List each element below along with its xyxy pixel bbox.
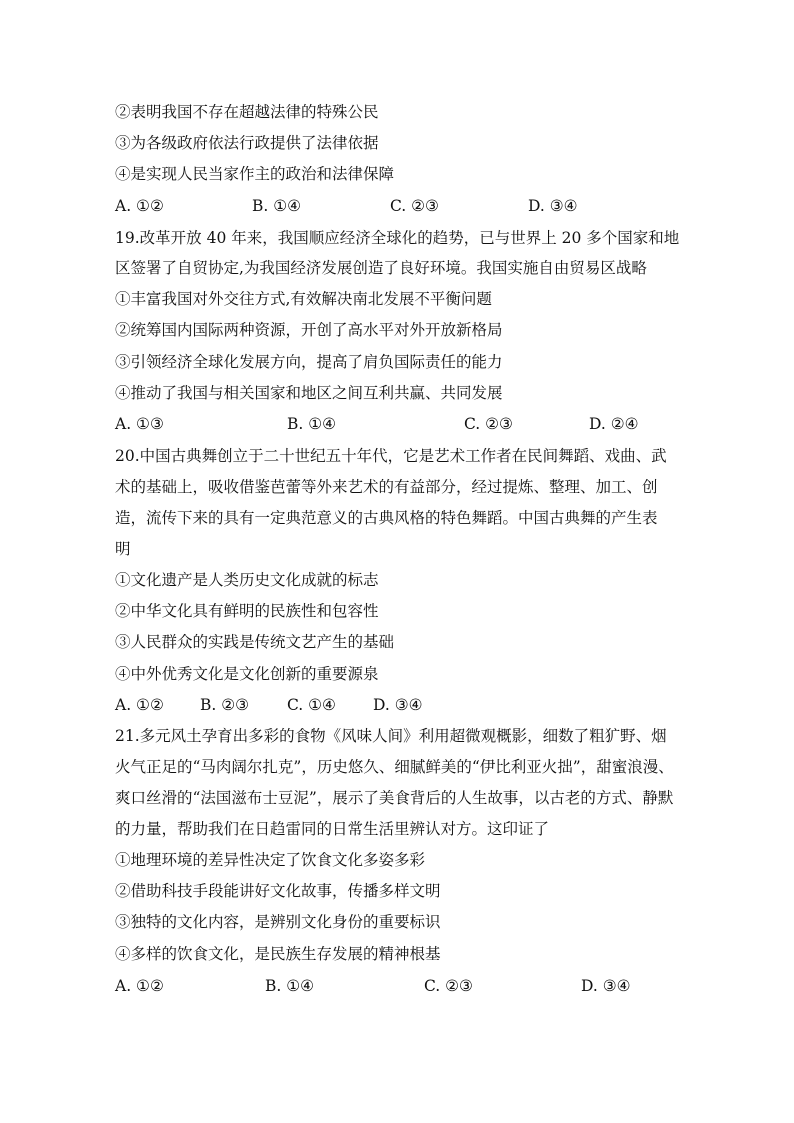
q20-statement-1: ①文化遗产是人类历史文化成就的标志: [115, 571, 379, 589]
q18-option-d: D. ③④: [528, 197, 578, 215]
q21-option-d: D. ③④: [581, 977, 631, 995]
q21-option-a: A. ①②: [115, 977, 164, 995]
q19-stem-line-1: 19.改革开放 40 年来，我国顺应经济全球化的趋势，已与世界上 20 多个国家和地: [115, 229, 680, 247]
q20-option-d: D. ③④: [373, 696, 423, 714]
q20-statement-3: ③人民群众的实践是传统文艺产生的基础: [115, 633, 395, 651]
q20-stem-line-3: 造，流传下来的具有一定典范意义的古典风格的特色舞蹈。中国古典舞的产生表: [115, 509, 658, 527]
q21-statement-2: ②借助科技手段能讲好文化故事，传播多样文明: [115, 882, 441, 900]
q20-stem-line-2: 术的基础上，吸收借鉴芭蕾等外来艺术的有益部分，经过提炼、整理、加工、创: [115, 478, 658, 496]
q20-option-c: C. ①④: [287, 696, 336, 714]
q19-stem-line-2: 区签署了自贸协定,为我国经济发展创造了良好环境。我国实施自由贸易区战略: [115, 259, 647, 277]
q19-option-d: D. ②④: [589, 415, 639, 433]
q19-options: [115, 414, 685, 434]
q20-options: [115, 695, 685, 715]
q18-options: [115, 196, 685, 216]
q19-statement-3: ③引领经济全球化发展方向，提高了肩负国际责任的能力: [115, 353, 503, 371]
q18-statement-4: ④是实现人民当家作主的政治和法律保障: [115, 165, 395, 183]
q20-statement-4: ④中外优秀文化是文化创新的重要源泉: [115, 665, 379, 683]
q21-stem-line-4: 的力量，帮助我们在日趋雷同的日常生活里辨认对方。这印证了: [115, 820, 550, 838]
q19-option-b: B. ①④: [287, 415, 337, 433]
q21-statement-3: ③独特的文化内容，是辨别文化身份的重要标识: [115, 913, 441, 931]
q18-option-c: C. ②③: [390, 197, 439, 215]
q21-stem-line-1: 21.多元风土孕育出多彩的食物《风味人间》利用超微观概影，细数了粗犷野、烟: [115, 727, 667, 745]
q19-option-a: A. ①③: [115, 415, 164, 433]
q20-option-b: B. ②③: [200, 696, 250, 714]
q18-option-b: B. ①④: [252, 197, 302, 215]
q21-option-b: B. ①④: [265, 977, 315, 995]
q19-statement-4: ④推动了我国与相关国家和地区之间互利共赢、共同发展: [115, 384, 503, 402]
q21-statement-1: ①地理环境的差异性决定了饮食文化多姿多彩: [115, 851, 426, 869]
q21-statement-4: ④多样的饮食文化，是民族生存发展的精神根基: [115, 945, 441, 963]
q21-stem-line-3: 爽口丝滑的“法国滋布士豆泥”，展示了美食背后的人生故事，以古老的方式、静默: [115, 789, 674, 807]
q18-statement-2: ②表明我国不存在超越法律的特殊公民: [115, 103, 379, 121]
q20-statement-2: ②中华文化具有鲜明的民族性和包容性: [115, 602, 379, 620]
q20-stem-line-4: 明: [115, 540, 131, 558]
q18-option-a: A. ①②: [115, 197, 164, 215]
q21-options: [115, 976, 685, 996]
q18-statement-3: ③为各级政府依法行政提供了法律依据: [115, 134, 379, 152]
q19-statement-2: ②统筹国内国际两种资源，开创了高水平对外开放新格局: [115, 321, 503, 339]
q19-statement-1: ①丰富我国对外交往方式,有效解决南北发展不平衡问题: [115, 290, 492, 308]
q19-option-c: C. ②③: [464, 415, 513, 433]
q20-option-a: A. ①②: [115, 696, 164, 714]
q20-stem-line-1: 20.中国古典舞创立于二十世纪五十年代，它是艺术工作者在民间舞蹈、戏曲、武: [115, 447, 667, 465]
q21-option-c: C. ②③: [424, 977, 473, 995]
q21-stem-line-2: 火气正足的“马肉阔尔扎克”，历史悠久、细腻鲜美的“伊比利亚火拙”，甜蜜浪漫、: [115, 758, 674, 776]
